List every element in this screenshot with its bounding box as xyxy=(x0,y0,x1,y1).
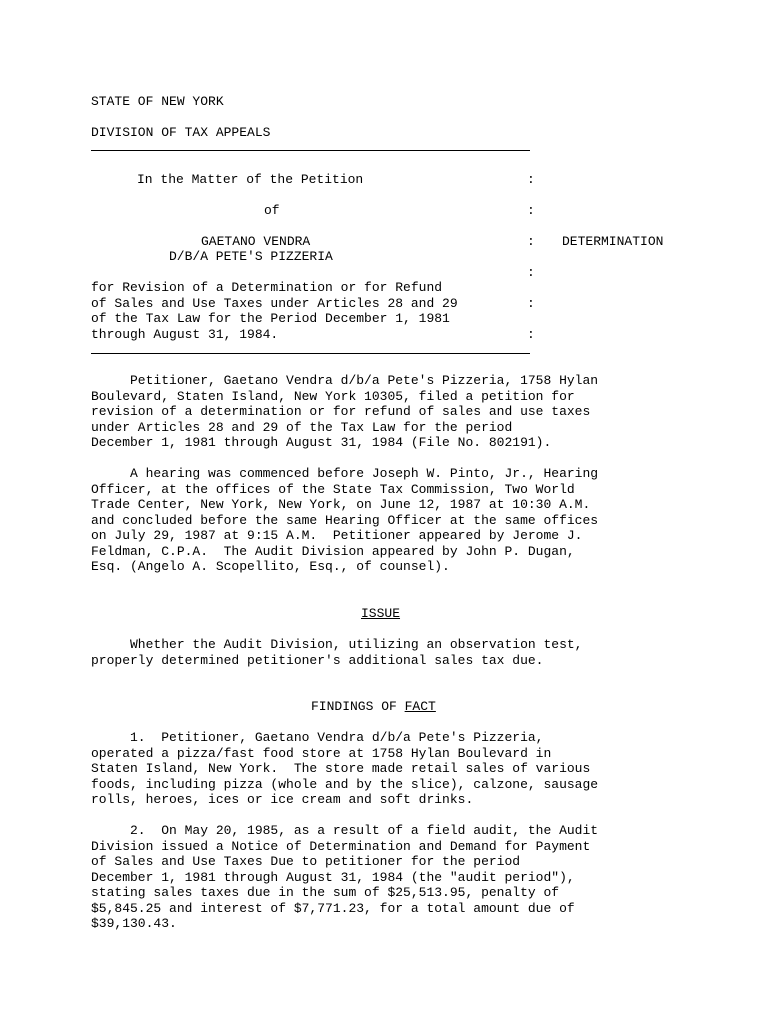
finding-2-line: December 1, 1981 through August 31, 1984 (the "audit period"), xyxy=(91,870,575,885)
finding-2-line: 2. On May 20, 1985, as a result of a field audit, the Audit xyxy=(91,823,599,838)
finding-2-line: of Sales and Use Taxes Due to petitioner for the period xyxy=(91,854,521,869)
state-heading: STATE OF NEW YORK xyxy=(91,94,224,109)
intro-line: Boulevard, Staten Island, New York 10305, filed a petition for xyxy=(91,389,575,404)
purpose-line: for Revision of a Determination or for Refund xyxy=(91,280,443,295)
caption-top-rule xyxy=(91,150,530,151)
caption-colon: : xyxy=(527,327,535,342)
hearing-line: A hearing was commenced before Joseph W. Pinto, Jr., Hearing xyxy=(91,466,599,481)
hearing-line: on July 29, 1987 at 9:15 A.M. Petitioner appeared by Jerome J. xyxy=(91,528,583,543)
issue-line: properly determined petitioner's additional sales tax due. xyxy=(91,653,544,668)
caption-colon: : xyxy=(527,172,535,187)
finding-2-line: $5,845.25 and interest of $7,771.23, for a total amount due of xyxy=(91,901,575,916)
finding-1-line: Staten Island, New York. The store made retail sales of various xyxy=(91,761,591,776)
findings-heading-prefix: FINDINGS OF xyxy=(311,699,405,714)
intro-line: under Articles 28 and 29 of the Tax Law for the period xyxy=(91,420,513,435)
purpose-line: of the Tax Law for the Period December 1, 1981 xyxy=(91,311,450,326)
hearing-line: Feldman, C.P.A. The Audit Division appeared by John P. Dugan, xyxy=(91,544,575,559)
purpose-line: of Sales and Use Taxes under Articles 28 and 29 xyxy=(91,296,458,311)
finding-1-line: 1. Petitioner, Gaetano Vendra d/b/a Pete's Pizzeria, xyxy=(91,730,544,745)
caption-colon: : xyxy=(527,296,535,311)
finding-1-line: rolls, heroes, ices or ice cream and soft drinks. xyxy=(91,792,474,807)
intro-line: revision of a determination or for refund of sales and use taxes xyxy=(91,404,591,419)
caption-colon: : xyxy=(527,203,535,218)
finding-1-line: foods, including pizza (whole and by the slice), calzone, sausage xyxy=(91,777,599,792)
issue-line: Whether the Audit Division, utilizing an observation test, xyxy=(91,637,583,652)
issue-heading: ISSUE xyxy=(361,606,401,621)
caption-colon: : xyxy=(527,265,535,280)
division-heading: DIVISION OF TAX APPEALS xyxy=(91,125,271,140)
petitioner-name: GAETANO VENDRA xyxy=(201,234,311,249)
finding-2-line: Division issued a Notice of Determination and Demand for Payment xyxy=(91,839,591,854)
hearing-line: Esq. (Angelo A. Scopellito, Esq., of counsel). xyxy=(91,559,450,574)
hearing-line: Officer, at the offices of the State Tax Commission, Two World xyxy=(91,482,575,497)
intro-line: Petitioner, Gaetano Vendra d/b/a Pete's Pizzeria, 1758 Hylan xyxy=(91,373,599,388)
finding-2-line: $39,130.43. xyxy=(91,916,177,931)
finding-2-line: stating sales taxes due in the sum of $25,513.95, penalty of xyxy=(91,885,560,900)
caption-bottom-rule xyxy=(91,353,530,354)
findings-heading-fact: FACT xyxy=(404,699,436,714)
of-line: of xyxy=(264,203,280,218)
petitioner-dba: D/B/A PETE'S PIZZERIA xyxy=(169,249,333,264)
document-type: DETERMINATION xyxy=(562,234,664,249)
purpose-line: through August 31, 1984. xyxy=(91,327,279,342)
hearing-line: and concluded before the same Hearing Officer at the same offices xyxy=(91,513,599,528)
finding-1-line: operated a pizza/fast food store at 1758 Hylan Boulevard in xyxy=(91,746,552,761)
intro-line: December 1, 1981 through August 31, 1984 (File No. 802191). xyxy=(91,435,552,450)
caption-colon: : xyxy=(527,234,535,249)
hearing-line: Trade Center, New York, New York, on June 12, 1987 at 10:30 A.M. xyxy=(91,497,591,512)
matter-line: In the Matter of the Petition xyxy=(137,172,364,187)
findings-heading xyxy=(311,699,436,715)
